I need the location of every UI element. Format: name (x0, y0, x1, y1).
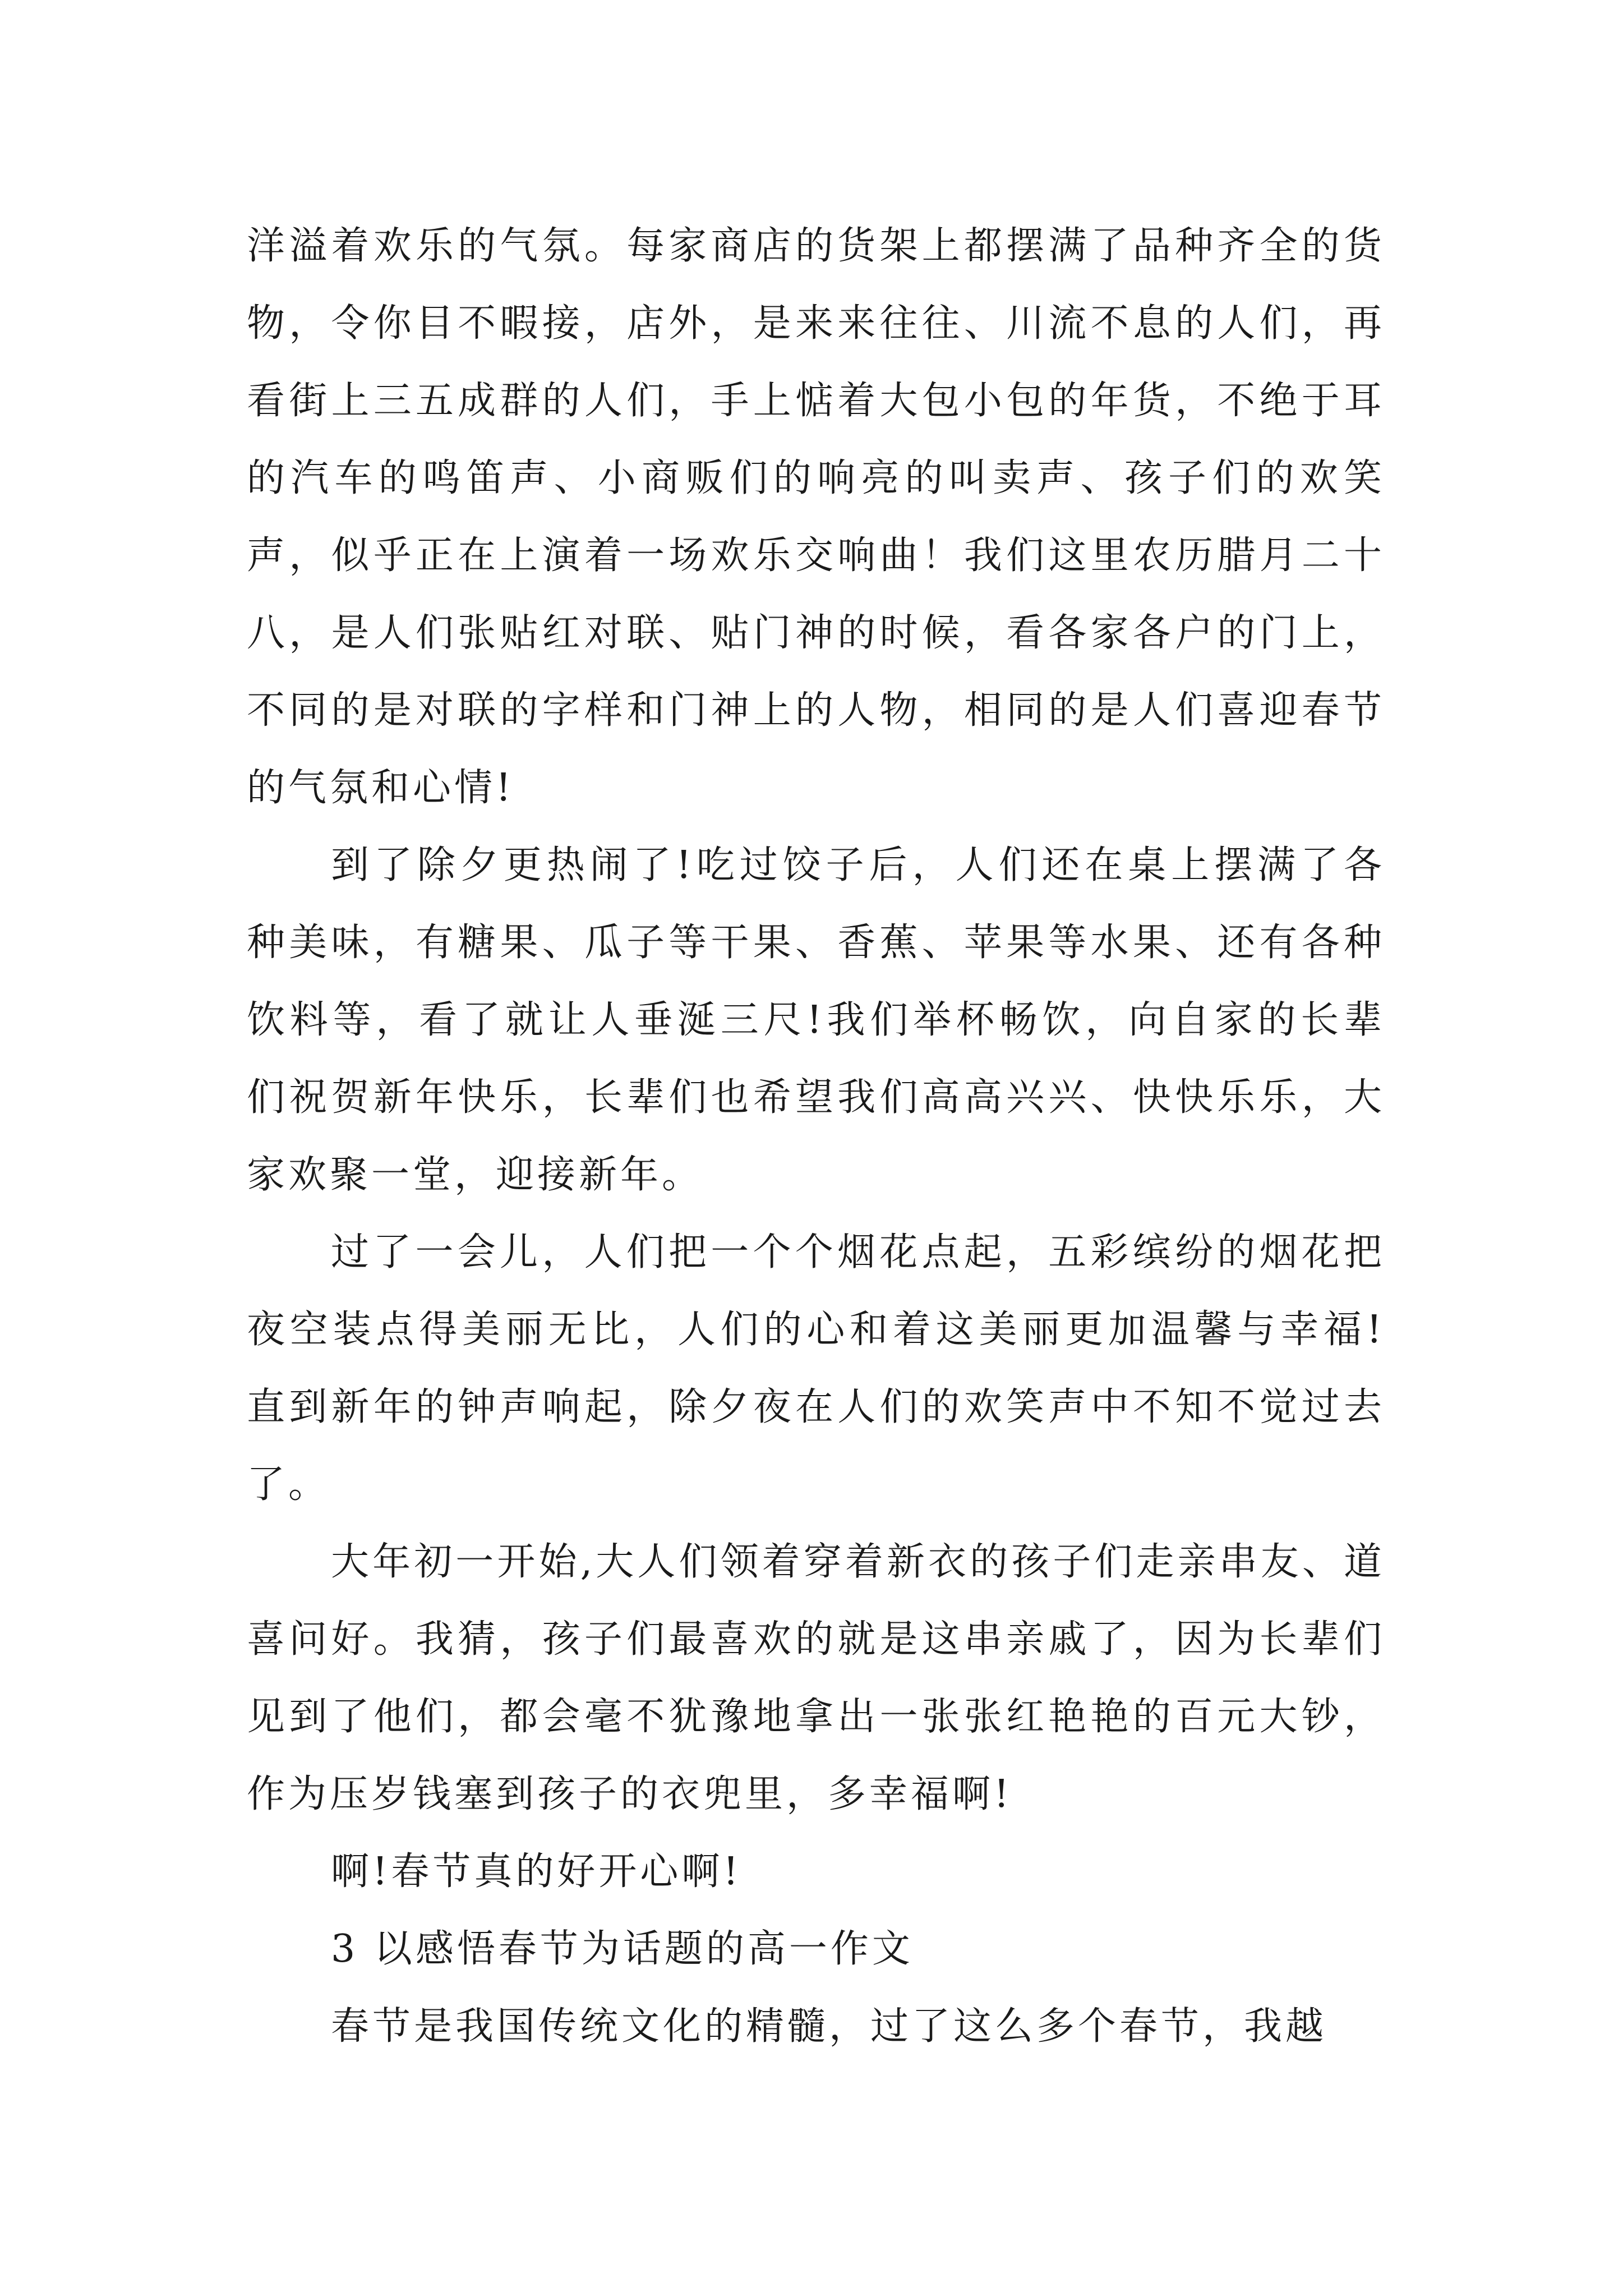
paragraph-4: 大年初一开始,大人们领着穿着新衣的孩子们走亲串友、道喜问好。我猜，孩子们最喜欢的就是这串亲戚了，因为长辈们见到了他们，都会毫不犹豫地拿出一张张红艳艳的百元大钞，作为压岁钱塞到孩子的衣兜里，多幸福啊! (247, 1540, 1385, 1816)
paragraph-1: 洋溢着欢乐的气氛。每家商店的货架上都摆满了品种齐全的货物，令你目不暇接，店外，是来来往往、川流不息的人们，再看街上三五成群的人们，手上惦着大包小包的年货，不绝于耳的汽车的鸣笛声、小商贩们的响亮的叫卖声、孩子们的欢笑声，似乎正在上演着一场欢乐交响曲！我们这里农历腊月二十八，是人们张贴红对联、贴门神的时候，看各家各户的门上，不同的是对联的字样和门神上的人物，相同的是人们喜迎春节的气氛和心情! (247, 224, 1385, 810)
paragraph-6: 春节是我国传统文化的精髓，过了这么多个春节，我越 (331, 2004, 1327, 2049)
paragraph-3: 过了一会儿，人们把一个个烟花点起，五彩缤纷的烟花把夜空装点得美丽无比，人们的心和着这美丽更加温馨与幸福!直到新年的钟声响起，除夕夜在人们的欢笑声中不知不觉过去了。 (247, 1230, 1385, 1507)
paragraph-5: 啊!春节真的好开心啊! (331, 1849, 742, 1894)
document-body (247, 208, 1385, 2065)
section-heading: 3 以感悟春节为话题的高一作文 (331, 1927, 914, 1971)
paragraph-2: 到了除夕更热闹了!吃过饺子后，人们还在桌上摆满了各种美味，有糖果、瓜子等干果、香蕉、苹果等水果、还有各种饮料等，看了就让人垂涎三尺!我们举杯畅饮，向自家的长辈们祝贺新年快乐，长辈们也希望我们高高兴兴、快快乐乐，大家欢聚一堂，迎接新年。 (247, 843, 1385, 1197)
